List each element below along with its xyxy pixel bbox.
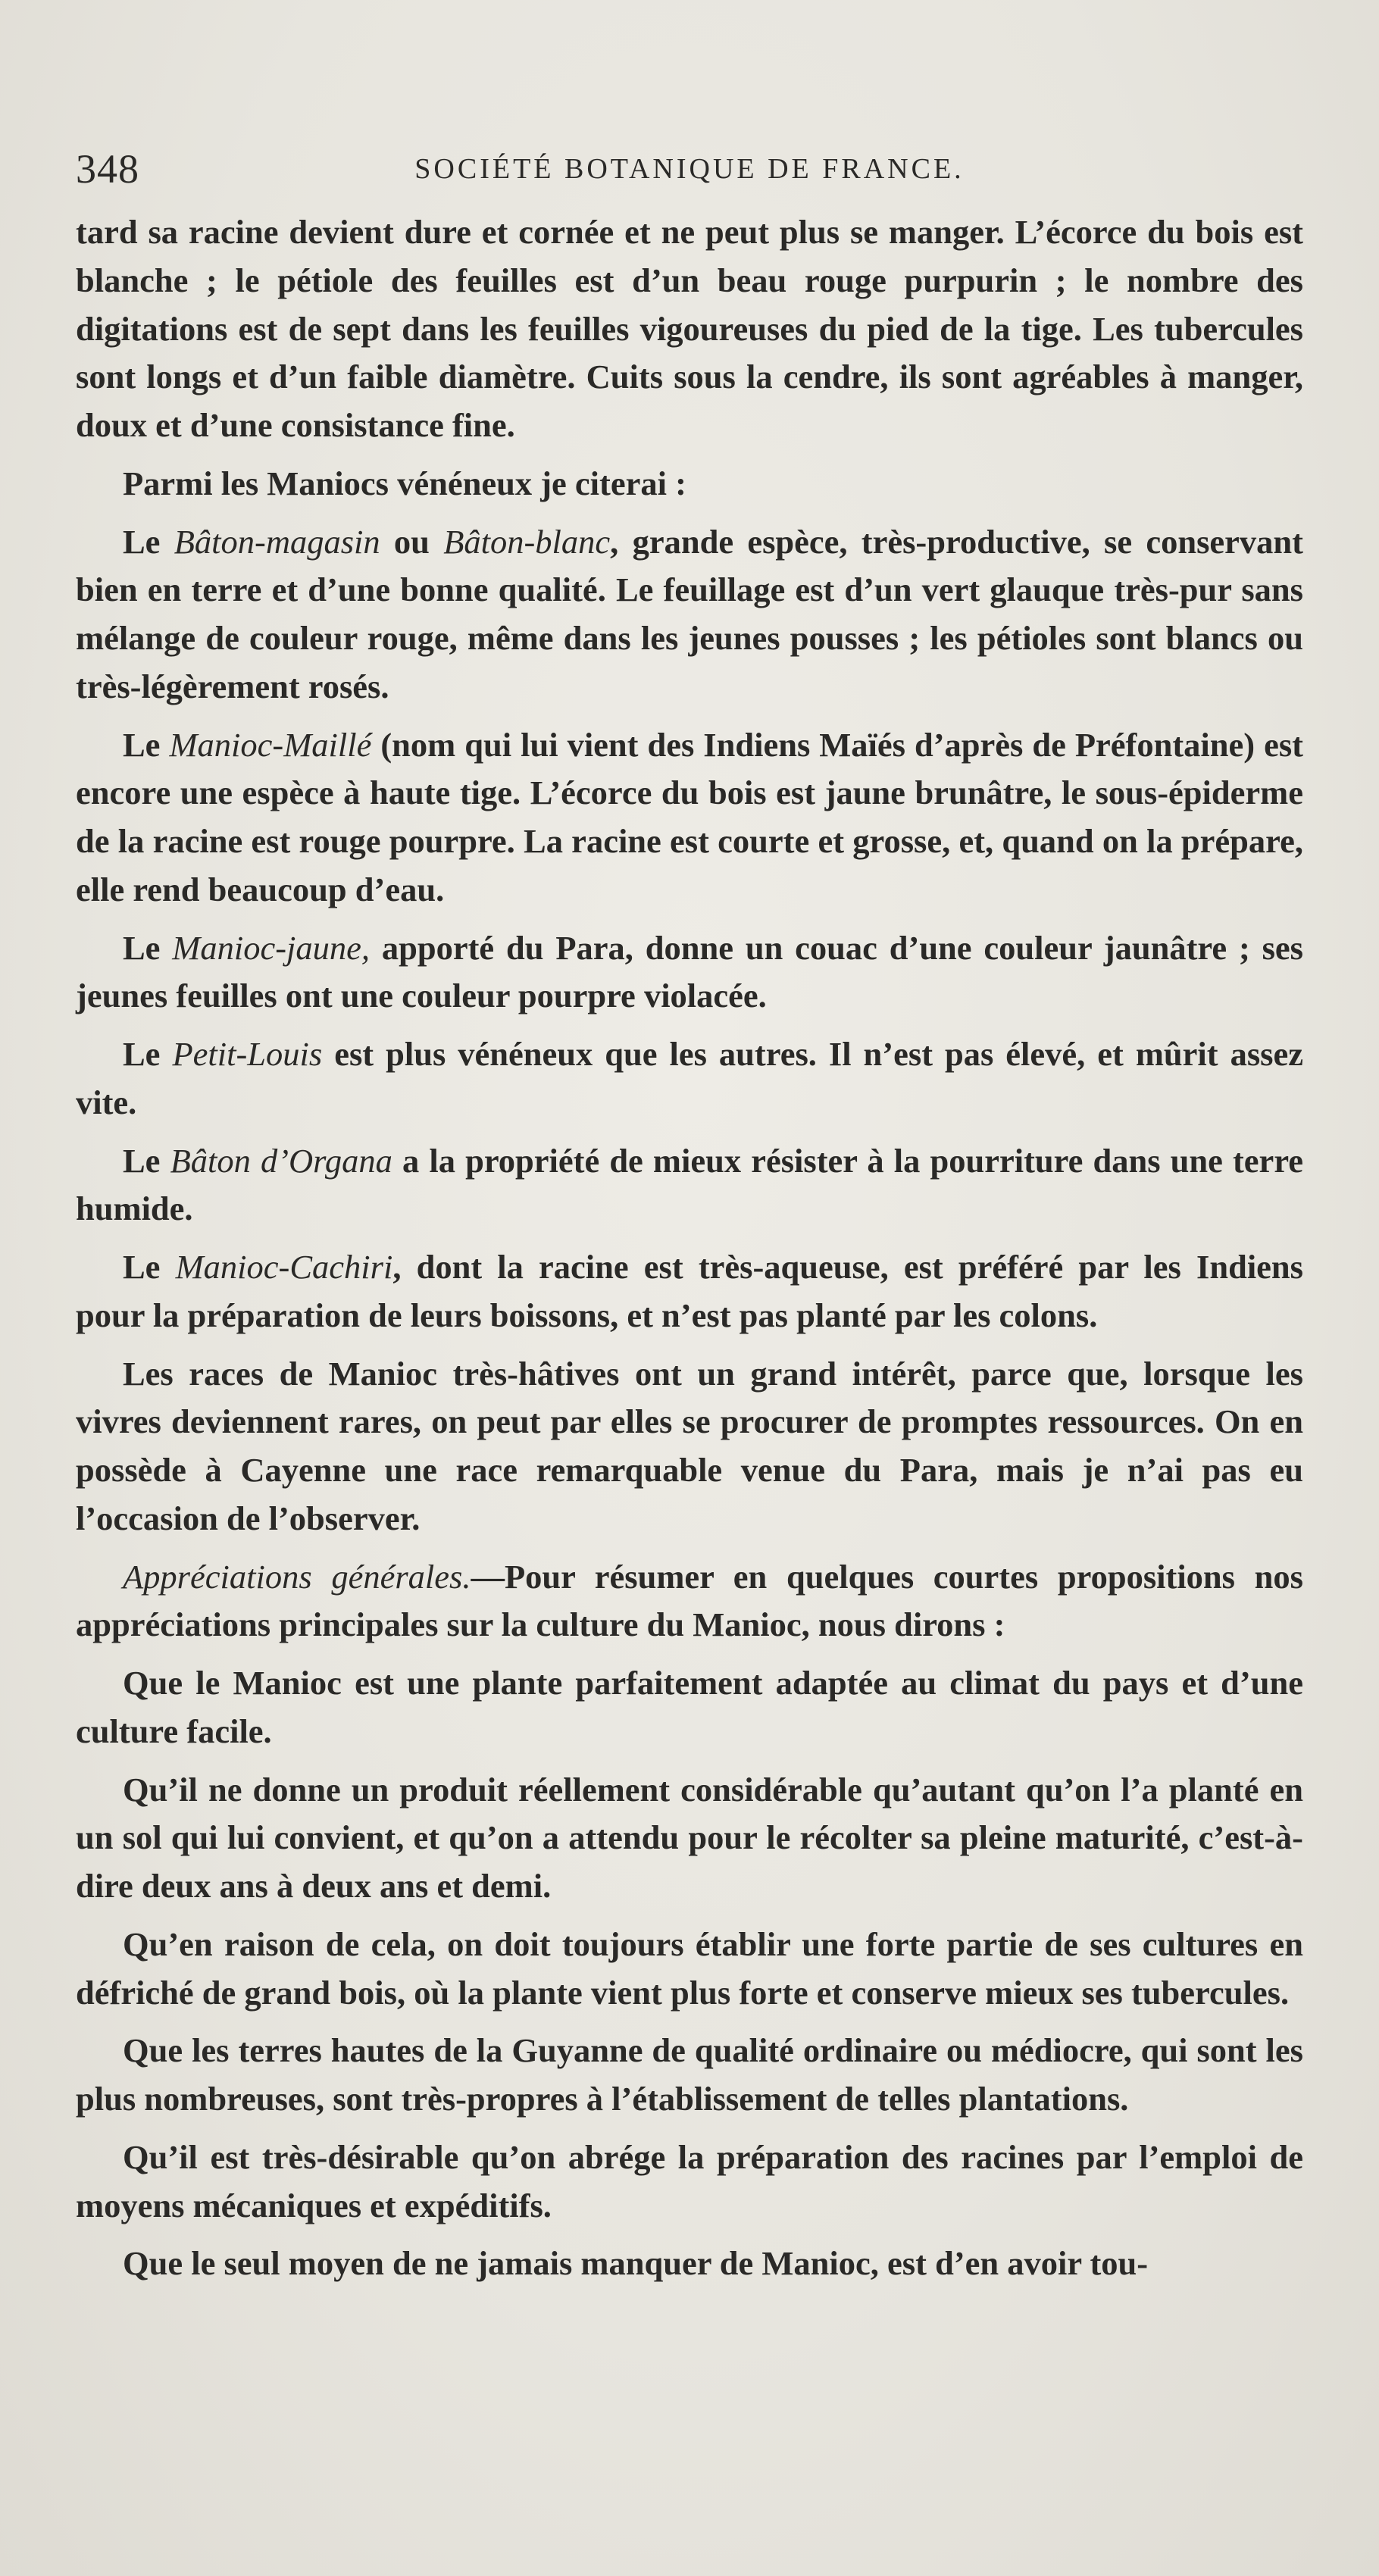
italic-text: Manioc-Cachiri bbox=[175, 1248, 393, 1286]
italic-text: Bâton d’Organa bbox=[170, 1141, 392, 1180]
text-run: (nom qui lui vient des Indiens Maïés d’après de Préfontaine) est encore une espèce à haute tige. L’écorce du bois est jaune brunâtre, le sous-épiderme de la racine est rouge pourpre. La racine est courte et grosse, et, quand on la prépare, elle rend beaucoup d’eau. bbox=[76, 725, 1303, 908]
text-run: ou bbox=[380, 522, 444, 561]
text-run: Les races de Manioc très-hâtives ont un grand intérêt, parce que, lorsque les vivres deviennent rares, on peut par elles se procurer de promptes ressources. On en possède à Cayenne une race remarquable venue du Para, mais je n’ai pas eu l’occasion de l’observer. bbox=[76, 1354, 1303, 1537]
text-run: Qu’il ne donne un produit réellement considérable qu’autant qu’on l’a planté en un sol qui lui convient, et qu’on a attendu pour le récolter sa pleine maturité, c’est-à-dire deux ans à deux ans et demi. bbox=[76, 1770, 1303, 1905]
text-run: Le bbox=[123, 1141, 170, 1180]
paragraph-10 bbox=[76, 1659, 1303, 1756]
paragraph-0 bbox=[76, 208, 1303, 450]
text-run: Le bbox=[123, 1035, 173, 1073]
paragraph-1 bbox=[76, 460, 1303, 508]
running-head bbox=[76, 142, 1303, 195]
text-run: Qu’il est très-désirable qu’on abrége la préparation des racines par l’emploi de moyens mécaniques et expéditifs. bbox=[76, 2137, 1303, 2224]
text-run: Le bbox=[123, 725, 170, 764]
text-run: Que le seul moyen de ne jamais manquer de Manioc, est d’en avoir tou- bbox=[123, 2244, 1149, 2283]
italic-text: Bâton-blanc bbox=[443, 522, 611, 561]
italic-text: Bâton-magasin bbox=[174, 522, 380, 561]
italic-text: Petit-Louis bbox=[172, 1035, 323, 1073]
paragraph-2 bbox=[76, 518, 1303, 711]
text-run: —Pour résumer en quelques courtes propositions nos appréciations principales sur la culture du Manioc, nous dirons : bbox=[76, 1557, 1303, 1644]
paragraph-4 bbox=[76, 924, 1303, 1021]
paragraph-3 bbox=[76, 721, 1303, 914]
text-run: tard sa racine devient dure et cornée et ne peut plus se manger. L’écorce du bois est blanche ; le pétiole des feuilles est d’un beau rouge purpurin ; le nombre des digitations est de sept dans les feuilles vigoureuses du pied de la tige. Les tubercules sont longs et d’un faible diamètre. Cuits sous la cendre, ils sont agréables à manger, doux et d’une consistance fine. bbox=[76, 213, 1303, 444]
body-text bbox=[76, 208, 1303, 2288]
text-run: , dont la racine est très-aqueuse, est préféré par les Indiens pour la préparation de leurs boissons, et n’est pas planté par les colons. bbox=[76, 1248, 1303, 1334]
page-number: 348 bbox=[76, 146, 139, 192]
running-title: SOCIÉTÉ BOTANIQUE DE FRANCE. bbox=[414, 153, 965, 185]
text-run: a la propriété de mieux résister à la pourriture dans une terre humide. bbox=[76, 1141, 1304, 1228]
paragraph-7 bbox=[76, 1243, 1303, 1340]
paragraph-13 bbox=[76, 2027, 1303, 2124]
text-run: est plus vénéneux que les autres. Il n’est pas élevé, et mûrit assez vite. bbox=[76, 1035, 1303, 1121]
text-run: Que les terres hautes de la Guyanne de qualité ordinaire ou médiocre, qui sont les plus nombreuses, sont très-propres à l’établissement de telles plantations. bbox=[76, 2031, 1303, 2118]
paragraph-14 bbox=[76, 2134, 1303, 2231]
paragraph-5 bbox=[76, 1030, 1303, 1127]
text-run: Que le Manioc est une plante parfaitement adaptée au climat du pays et d’une culture facile. bbox=[76, 1664, 1303, 1750]
text-run: Qu’en raison de cela, on doit toujours établir une forte partie de ses cultures en défriché de grand bois, où la plante vient plus forte et conserve mieux ses tubercules. bbox=[76, 1924, 1303, 2012]
text-run: , grande espèce, très-productive, se conservant bien en terre et d’une bonne qualité. Le feuillage est d’un vert glauque très-pur sans mélange de couleur rouge, même dans les jeunes pousses ; les pétioles sont blancs ou très-légèrement rosés. bbox=[76, 522, 1303, 705]
text-run: apporté du Para, donne un couac d’une couleur jaunâtre ; ses jeunes feuilles ont une couleur pourpre violacée. bbox=[76, 928, 1303, 1015]
italic-text: Manioc-jaune, bbox=[172, 928, 371, 967]
paragraph-11 bbox=[76, 1766, 1303, 1911]
italic-text: Appréciations générales. bbox=[123, 1557, 471, 1596]
paragraph-6 bbox=[76, 1137, 1303, 1234]
text-run: Parmi les Maniocs vénéneux je citerai : bbox=[123, 464, 686, 502]
text-run: Le bbox=[123, 928, 173, 967]
text-run: Le bbox=[123, 522, 174, 561]
paragraph-15 bbox=[76, 2240, 1303, 2288]
paragraph-12 bbox=[76, 1921, 1303, 2018]
paragraph-8 bbox=[76, 1350, 1303, 1543]
italic-text: Manioc-Maillé bbox=[169, 725, 372, 764]
paragraph-9 bbox=[76, 1553, 1303, 1650]
text-run: Le bbox=[123, 1248, 176, 1286]
